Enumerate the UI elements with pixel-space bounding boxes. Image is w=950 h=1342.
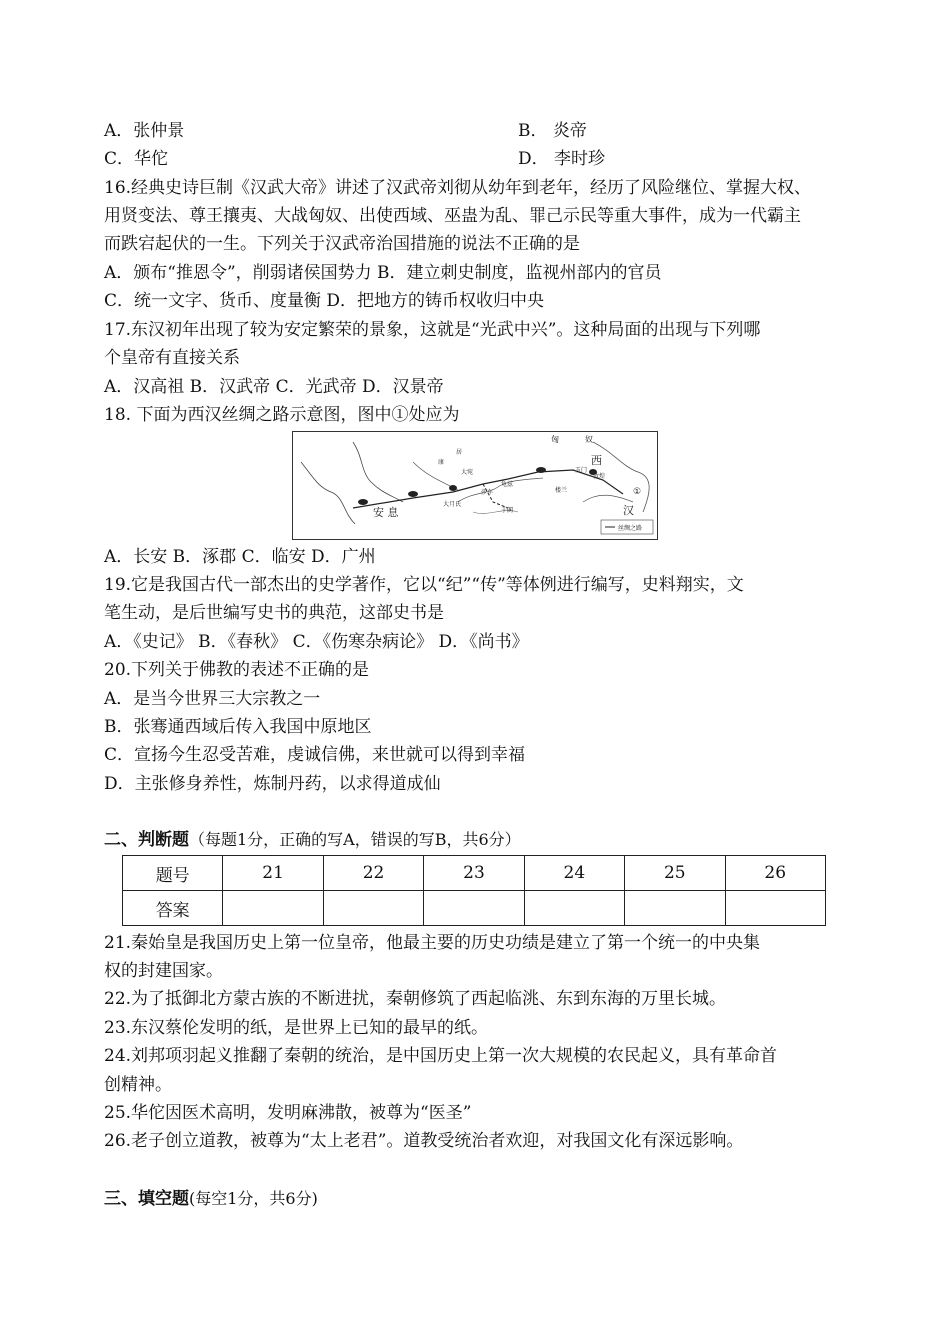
silk-road-map-drawing: [293, 432, 657, 539]
q19-stem-line-1: 19.它是我国古代一部杰出的史学著作，它以“纪”“传”等体例进行编写，史料翔实，文: [104, 575, 744, 595]
map-marker-1: ①: [633, 487, 642, 497]
answer-cell-24[interactable]: [524, 891, 624, 926]
answer-table-number: 23: [424, 856, 524, 891]
answer-cell-21[interactable]: [223, 891, 323, 926]
q16-stem-line-2: 用贤变法、尊王攘夷、大战匈奴、出使西域、巫蛊为乱、罪己示民等重大事件，成为一代霸主: [104, 206, 801, 226]
answer-table-answer-label: 答案: [123, 891, 223, 926]
answer-table-answer-row: [123, 891, 826, 926]
section3-note: (每空1分，共6分): [189, 1189, 318, 1208]
answer-cell-22[interactable]: [323, 891, 423, 926]
statement-23: 23.东汉蔡伦发明的纸，是世界上已知的最早的纸。: [104, 1018, 489, 1038]
q20-stem: 20.下列关于佛教的表述不正确的是: [104, 660, 370, 680]
section2-note: （每题1分，正确的写A，错误的写B，共6分）: [189, 830, 521, 849]
map-label-dayuan: 大宛: [461, 469, 474, 476]
statement-26: 26.老子创立道教，被尊为“太上老君”。道教受统治者欢迎，对我国文化有深远影响。: [104, 1131, 744, 1151]
map-label-kang: 康: [438, 459, 445, 466]
q16-stem-line-3: 而跌宕起伏的一生。下列关于汉武帝治国措施的说法不正确的是: [104, 234, 580, 254]
map-label-yumen: 玉门: [575, 467, 588, 474]
map-label-xiongnu-2: 奴: [585, 435, 593, 444]
section3-heading: [104, 1187, 318, 1211]
answer-table: [122, 855, 826, 926]
silk-road-map: [292, 431, 658, 540]
answer-table-number: 22: [323, 856, 423, 891]
q16-options-line-1: A．颁布“推恩令”，削弱诸侯国势力 B．建立刺史制度，监视州部内的官员: [104, 263, 662, 283]
map-label-qiuci: 龟兹: [501, 481, 514, 488]
q20-option-d: D．主张修身养性，炼制丹药，以求得道成仙: [104, 774, 441, 794]
q20-option-c: C．宣扬今生忍受苦难，虔诚信佛，来世就可以得到幸福: [104, 745, 526, 765]
map-label-loulan: 楼兰: [555, 487, 568, 494]
statement-21-line-2: 权的封建国家。: [104, 961, 223, 981]
answer-cell-26[interactable]: [725, 891, 826, 926]
section2-title: 二、判断题: [104, 830, 189, 850]
map-legend: 丝绸之路: [618, 525, 643, 532]
map-label-han: 汉: [623, 504, 634, 517]
q16-stem-line-1: 16.经典史诗巨制《汉武大帝》讲述了汉武帝刘彻从幼年到老年，经历了风险继位、掌握大权、: [104, 178, 812, 198]
q15-option-a: A．张仲景: [104, 121, 185, 141]
statement-22: 22.为了抵御北方蒙古族的不断进扰，秦朝修筑了西起临洮、东到东海的万里长城。: [104, 989, 727, 1009]
section3-title: 三、填空题: [104, 1189, 189, 1209]
q17-options: A．汉高祖 B．汉武帝 C．光武帝 D．汉景帝: [104, 377, 444, 397]
q19-stem-line-2: 笔生动，是后世编写史书的典范，这部史书是: [104, 603, 444, 623]
answer-cell-25[interactable]: [625, 891, 725, 926]
statement-24-line-1: 24.刘邦项羽起义推翻了秦朝的统治，是中国历史上第一次大规模的农民起义，具有革命首: [104, 1046, 778, 1066]
answer-table-header-label: 题号: [123, 856, 223, 891]
section2-heading: [104, 828, 521, 852]
statement-25: 25.华佗因医术高明，发明麻沸散，被尊为“医圣”: [104, 1103, 472, 1123]
map-label-anxi: 安 息: [373, 506, 399, 519]
q17-stem-line-2: 个皇帝有直接关系: [104, 348, 240, 368]
q15-option-c: C．华佗: [104, 149, 169, 169]
statement-24-line-2: 创精神。: [104, 1075, 172, 1095]
q17-stem-line-1: 17.东汉初年出现了较为安定繁荣的景象，这就是“光武中兴”。这种局面的出现与下列哪: [104, 320, 761, 340]
map-label-dunhuang: 敦煌: [593, 473, 606, 480]
map-label-yutian: 于阗: [501, 507, 514, 514]
statement-21-line-1: 21.秦始皇是我国历史上第一位皇帝，他最主要的历史功绩是建立了第一个统一的中央集: [104, 933, 761, 953]
map-label-xi: 西: [591, 454, 602, 467]
map-label-dayuezhi: 大月氏: [443, 501, 462, 508]
q15-option-b: B． 炎帝: [518, 121, 587, 141]
q16-options-line-2: C．统一文字、货币、度量衡 D．把地方的铸币权收归中央: [104, 291, 545, 311]
map-label-shache: 莎车: [481, 489, 494, 496]
answer-table-number: 26: [725, 856, 826, 891]
q18-stem: 18. 下面为西汉丝绸之路示意图，图中①处应为: [104, 405, 460, 425]
answer-table-number: 21: [223, 856, 323, 891]
map-label-ju: 居: [456, 449, 463, 456]
answer-cell-23[interactable]: [424, 891, 524, 926]
answer-table-header-row: [123, 856, 826, 891]
q20-option-a: A．是当今世界三大宗教之一: [104, 689, 321, 709]
map-label-xiongnu-1: 匈: [551, 435, 559, 444]
q15-option-d: D． 李时珍: [518, 149, 606, 169]
answer-table-number: 25: [625, 856, 725, 891]
q19-options: A．《史记》 B．《春秋》 C．《伤寒杂病论》 D．《尚书》: [104, 632, 529, 652]
answer-table-number: 24: [524, 856, 624, 891]
q20-option-b: B．张骞通西域后传入我国中原地区: [104, 717, 372, 737]
q18-options: A．长安 B．涿郡 C．临安 D．广州: [104, 547, 376, 567]
